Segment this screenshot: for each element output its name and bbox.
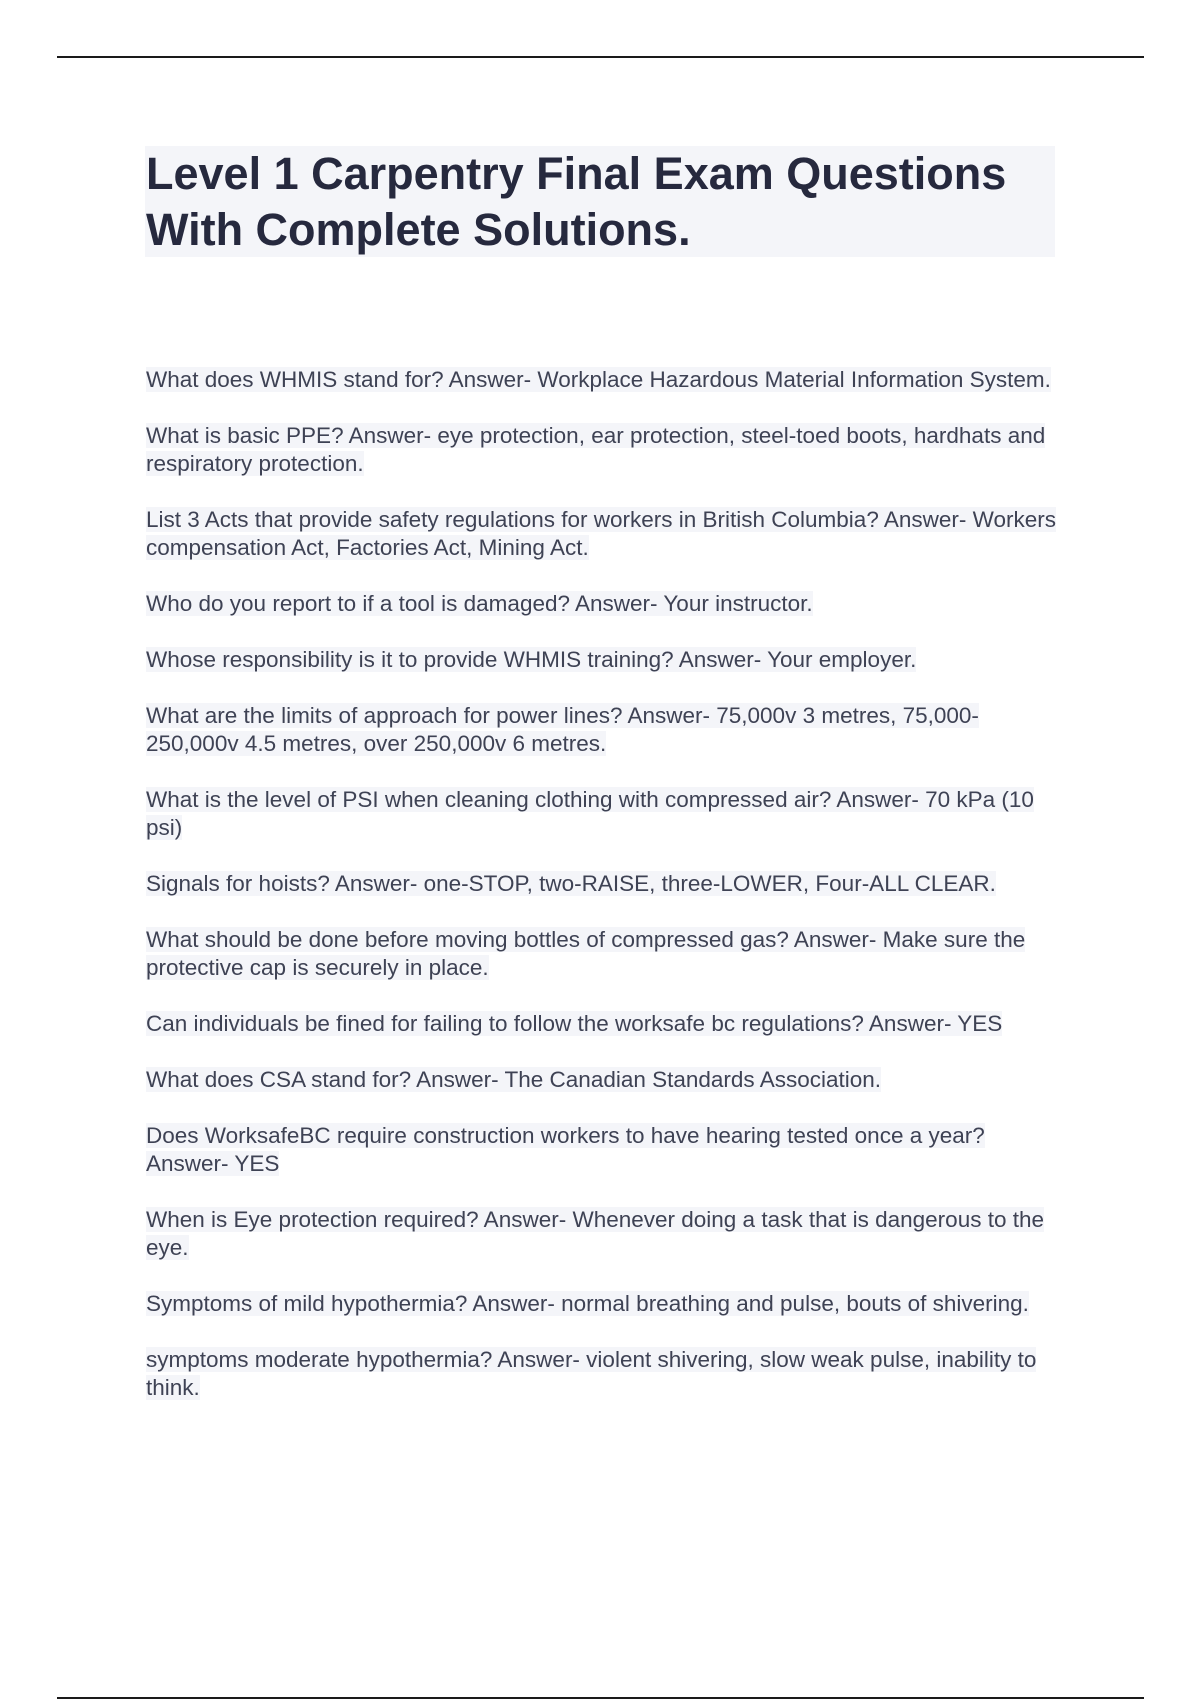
qa-text: What are the limits of approach for power lines? Answer- 75,000v 3 metres, 75,000-250,000v 4.5 metres, over 250,000v 6 metres.: [146, 703, 979, 756]
qa-item: [146, 366, 1061, 394]
qa-item: [146, 870, 1061, 898]
top-rule: [57, 56, 1144, 58]
qa-text: Signals for hoists? Answer- one-STOP, two-RAISE, three-LOWER, Four-ALL CLEAR.: [146, 871, 996, 896]
qa-text: What does CSA stand for? Answer- The Canadian Standards Association.: [146, 1067, 882, 1092]
qa-text: Who do you report to if a tool is damaged? Answer- Your instructor.: [146, 591, 813, 616]
qa-text: Whose responsibility is it to provide WHMIS training? Answer- Your employer.: [146, 647, 917, 672]
qa-text: symptoms moderate hypothermia? Answer- violent shivering, slow weak pulse, inability to think.: [146, 1347, 1037, 1400]
qa-item: [146, 1010, 1061, 1038]
qa-text: What is basic PPE? Answer- eye protection, ear protection, steel-toed boots, hardhats and respiratory protection.: [146, 423, 1046, 476]
qa-text: When is Eye protection required? Answer- Whenever doing a task that is dangerous to the eye.: [146, 1207, 1045, 1260]
qa-text: List 3 Acts that provide safety regulations for workers in British Columbia? Answer- Workers compensation Act, Factories Act, Mining Act.: [146, 507, 1056, 560]
qa-text: Can individuals be fined for failing to follow the worksafe bc regulations? Answer- YES: [146, 1011, 1003, 1036]
qa-text: What is the level of PSI when cleaning clothing with compressed air? Answer- 70 kPa (10 psi): [146, 787, 1034, 840]
qa-list: [146, 366, 1061, 1430]
qa-item: [146, 646, 1061, 674]
qa-item: [146, 1066, 1061, 1094]
document-title: Level 1 Carpentry Final Exam Questions With Complete Solutions.: [146, 148, 1007, 255]
qa-item: [146, 590, 1061, 618]
qa-item: [146, 1290, 1061, 1318]
qa-text: What does WHMIS stand for? Answer- Workplace Hazardous Material Information System.: [146, 367, 1051, 392]
qa-item: [146, 926, 1061, 982]
qa-item: [146, 1346, 1061, 1402]
qa-item: [146, 786, 1061, 842]
qa-item: [146, 506, 1061, 562]
qa-text: What should be done before moving bottles of compressed gas? Answer- Make sure the protective cap is securely in place.: [146, 927, 1026, 980]
qa-item: [146, 702, 1061, 758]
qa-text: Symptoms of mild hypothermia? Answer- normal breathing and pulse, bouts of shivering.: [146, 1291, 1029, 1316]
qa-item: [146, 1206, 1061, 1262]
qa-item: [146, 422, 1061, 478]
bottom-rule: [57, 1697, 1144, 1699]
qa-item: [146, 1122, 1061, 1178]
qa-text: Does WorksafeBC require construction workers to have hearing tested once a year? Answer- YES: [146, 1123, 985, 1176]
